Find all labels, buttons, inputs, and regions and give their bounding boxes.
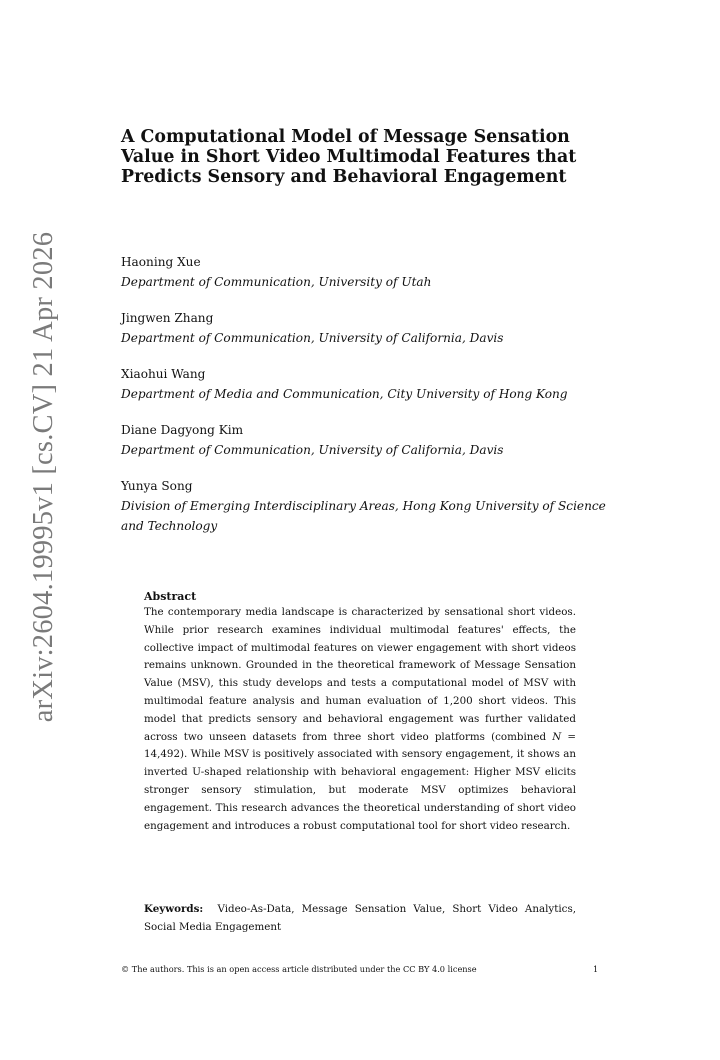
arxiv-sidebar xyxy=(26,231,62,723)
license-link[interactable]: CC BY 4.0 xyxy=(402,964,446,974)
author-name: Diane Dagyong Kim xyxy=(121,423,244,437)
author-name: Xiaohui Wang xyxy=(121,367,206,381)
footer-suffix: license xyxy=(445,964,477,974)
abstract-text-part-2: = 14,492). While MSV is positively associated with sensory engagement, it shows an inverted U-shaped relationship with behavioral engagement: Higher MSV elicits stronger sensory stimulation, but moderate MSV optimizes behavioral engagement. This research advances the theoretical understanding of short video engagement and introduces a robust computational tool for short video research. xyxy=(144,730,576,832)
author-list xyxy=(121,252,611,552)
keywords-label: Keywords: xyxy=(144,903,204,915)
author-affiliation: Department of Communication, University of California, Davis xyxy=(121,331,504,345)
license-footer xyxy=(121,963,601,975)
footer-text: © The authors. This is an open access article distributed under the xyxy=(121,964,403,974)
author-name: Jingwen Zhang xyxy=(121,311,214,325)
paper-title: A Computational Model of Message Sensation Value in Short Video Multimodal Features that Predicts Sensory and Behavioral Engagement xyxy=(121,127,577,187)
keywords-section xyxy=(144,900,576,936)
page-number: 1 xyxy=(593,964,599,974)
sample-size-symbol: N xyxy=(552,730,562,743)
author-entry xyxy=(121,252,611,292)
keywords-list: Video-As-Data, Message Sensation Value, Short Video Analytics, Social Media Engagement xyxy=(144,903,576,933)
author-name: Yunya Song xyxy=(121,479,193,493)
author-affiliation: Department of Communication, University of Utah xyxy=(121,275,432,289)
author-entry xyxy=(121,420,611,460)
author-entry xyxy=(121,308,611,348)
abstract-section xyxy=(144,589,576,835)
author-entry xyxy=(121,364,611,404)
author-affiliation: Department of Communication, University of California, Davis xyxy=(121,443,504,457)
author-affiliation: Division of Emerging Interdisciplinary Areas, Hong Kong University of Science and Technology xyxy=(121,499,606,533)
author-entry xyxy=(121,476,611,536)
author-name: Haoning Xue xyxy=(121,255,201,269)
abstract-heading: Abstract xyxy=(144,590,197,603)
author-affiliation: Department of Media and Communication, City University of Hong Kong xyxy=(121,387,568,401)
arxiv-identifier-stamp: arXiv:2604.19995v1 [cs.CV] 21 Apr 2026 xyxy=(28,231,59,723)
abstract-text-part-1: The contemporary media landscape is characterized by sensational short videos. While prior research examines individual multimodal features' effects, the collective impact of multimodal features on viewer engagement with short videos remains unknown. Grounded in the theoretical framework of Message Sensation Value (MSV), this study develops and tests a computational model of MSV with multimodal feature analysis and human evaluation of 1,200 short videos. This model that predicts sensory and behavioral engagement was further validated across two unseen datasets from three short video platforms (combined xyxy=(144,606,576,743)
abstract-body xyxy=(144,604,576,835)
